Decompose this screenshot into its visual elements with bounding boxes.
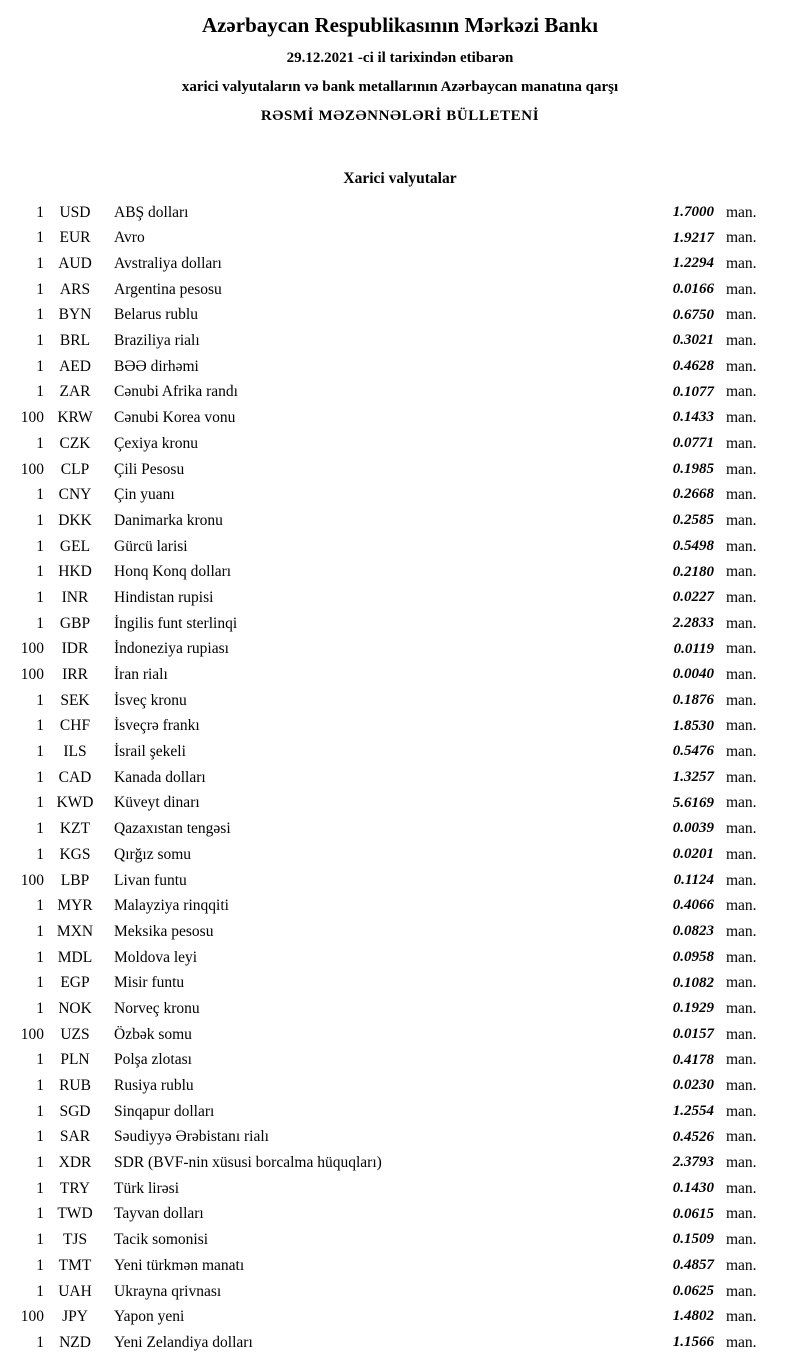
currency-quantity: 100 xyxy=(20,409,44,427)
currency-rate: 0.0040 xyxy=(672,666,714,683)
currency-table xyxy=(0,200,800,1355)
table-row xyxy=(0,1124,772,1150)
currency-name: Honq Konq dolları xyxy=(114,563,232,581)
currency-quantity: 1 xyxy=(36,845,44,863)
currency-name: Danimarka kronu xyxy=(114,511,223,529)
currency-quantity: 1 xyxy=(36,383,44,401)
currency-code: XDR xyxy=(58,1154,92,1172)
currency-name: Özbək somu xyxy=(114,1025,192,1043)
currency-unit: man. xyxy=(726,948,757,966)
currency-name: BƏƏ dirhəmi xyxy=(114,357,199,375)
currency-rate: 2.2833 xyxy=(672,614,714,631)
currency-rate: 1.9217 xyxy=(672,229,714,246)
currency-unit: man. xyxy=(726,614,757,632)
currency-code: ZAR xyxy=(59,383,91,401)
currency-name: İndoneziya rupiası xyxy=(114,640,229,658)
table-row xyxy=(0,1330,772,1355)
currency-unit: man. xyxy=(726,1231,757,1249)
currency-name: Livan funtu xyxy=(114,871,187,889)
currency-unit: man. xyxy=(726,820,757,838)
currency-code: RUB xyxy=(59,1077,91,1095)
currency-unit: man. xyxy=(726,691,757,709)
currency-quantity: 1 xyxy=(36,897,44,915)
currency-code: KGS xyxy=(59,845,91,863)
currency-code: SEK xyxy=(60,691,90,709)
currency-rate: 0.1077 xyxy=(672,383,714,400)
currency-rate: 5.6169 xyxy=(672,794,714,811)
currency-name: Polşa zlotası xyxy=(114,1051,192,1069)
table-row xyxy=(0,328,772,354)
currency-quantity: 1 xyxy=(36,588,44,606)
currency-unit: man. xyxy=(726,1282,757,1300)
currency-quantity: 1 xyxy=(36,717,44,735)
currency-quantity: 1 xyxy=(36,1077,44,1095)
currency-quantity: 1 xyxy=(36,999,44,1017)
table-row xyxy=(0,559,772,585)
currency-rate: 0.0157 xyxy=(672,1025,714,1042)
currency-rate: 0.0039 xyxy=(672,820,714,837)
currency-unit: man. xyxy=(726,768,757,786)
currency-rate: 0.0119 xyxy=(673,640,714,657)
currency-quantity: 1 xyxy=(36,1051,44,1069)
currency-rate: 0.0166 xyxy=(672,280,714,297)
currency-name: İsrail şekeli xyxy=(114,743,186,761)
currency-unit: man. xyxy=(726,1102,757,1120)
currency-name: Norveç kronu xyxy=(114,999,200,1017)
currency-rate: 0.0771 xyxy=(672,435,714,452)
currency-name: İsveç kronu xyxy=(114,691,187,709)
currency-unit: man. xyxy=(726,409,757,427)
currency-quantity: 100 xyxy=(20,1308,44,1326)
table-row xyxy=(0,1201,772,1227)
currency-name: Küveyt dinarı xyxy=(114,794,200,812)
currency-quantity: 1 xyxy=(36,768,44,786)
currency-name: Meksika pesosu xyxy=(114,922,214,940)
currency-unit: man. xyxy=(726,1179,757,1197)
currency-rate: 0.0230 xyxy=(672,1077,714,1094)
table-row xyxy=(0,225,772,251)
table-row xyxy=(0,1073,772,1099)
currency-code: KWD xyxy=(56,794,94,812)
currency-quantity: 1 xyxy=(36,1102,44,1120)
currency-quantity: 1 xyxy=(36,1128,44,1146)
currency-quantity: 1 xyxy=(36,486,44,504)
currency-rate: 0.1929 xyxy=(672,1000,714,1017)
currency-code: UAH xyxy=(58,1282,92,1300)
section-title-foreign-currencies: Xarici valyutalar xyxy=(343,169,457,187)
currency-rate: 0.1430 xyxy=(672,1180,714,1197)
currency-name: Gürcü larisi xyxy=(114,537,188,555)
currency-quantity: 1 xyxy=(36,820,44,838)
table-row xyxy=(0,585,772,611)
currency-name: Avstraliya dolları xyxy=(114,255,222,273)
table-row xyxy=(0,1047,772,1073)
currency-unit: man. xyxy=(726,1205,757,1223)
table-row xyxy=(0,1253,772,1279)
currency-unit: man. xyxy=(726,922,757,940)
currency-rate: 0.0823 xyxy=(672,923,714,940)
currency-quantity: 100 xyxy=(20,666,44,684)
currency-code: HKD xyxy=(58,563,92,581)
currency-code: GBP xyxy=(59,614,91,632)
currency-code: KZT xyxy=(59,820,91,838)
currency-quantity: 100 xyxy=(20,1025,44,1043)
currency-quantity: 1 xyxy=(36,1256,44,1274)
currency-rate: 0.2585 xyxy=(672,512,714,529)
currency-quantity: 1 xyxy=(36,563,44,581)
currency-unit: man. xyxy=(726,511,757,529)
currency-quantity: 1 xyxy=(36,922,44,940)
currency-unit: man. xyxy=(726,871,757,889)
currency-quantity: 1 xyxy=(36,1154,44,1172)
table-row xyxy=(0,919,772,945)
currency-unit: man. xyxy=(726,460,757,478)
currency-rate: 1.2294 xyxy=(672,255,714,272)
table-row xyxy=(0,611,772,637)
currency-code: IDR xyxy=(61,640,89,658)
currency-name: Avro xyxy=(114,229,145,247)
currency-code: TWD xyxy=(57,1205,93,1223)
currency-code: MYR xyxy=(57,897,93,915)
currency-unit: man. xyxy=(726,280,757,298)
currency-name: İran rialı xyxy=(114,666,168,684)
table-row xyxy=(0,893,772,919)
currency-unit: man. xyxy=(726,1128,757,1146)
table-row xyxy=(0,713,772,739)
currency-name: Sinqapur dolları xyxy=(114,1102,215,1120)
currency-code: IRR xyxy=(62,666,88,684)
table-row xyxy=(0,1022,772,1048)
currency-name: Çili Pesosu xyxy=(114,460,185,478)
table-row xyxy=(0,482,772,508)
currency-unit: man. xyxy=(726,306,757,324)
currency-unit: man. xyxy=(726,1256,757,1274)
currency-name: Yapon yeni xyxy=(114,1308,185,1326)
currency-quantity: 1 xyxy=(36,229,44,247)
currency-unit: man. xyxy=(726,563,757,581)
currency-rate: 1.7000 xyxy=(672,203,714,220)
currency-unit: man. xyxy=(726,588,757,606)
currency-name: Tacik somonisi xyxy=(114,1231,209,1249)
table-row xyxy=(0,379,772,405)
currency-name: Moldova leyi xyxy=(114,948,198,966)
currency-code: AED xyxy=(59,357,91,375)
currency-name: ABŞ dolları xyxy=(114,203,189,221)
currency-code: MDL xyxy=(57,948,93,966)
currency-quantity: 1 xyxy=(36,306,44,324)
table-row xyxy=(0,354,772,380)
currency-unit: man. xyxy=(726,1154,757,1172)
currency-rate: 0.0615 xyxy=(672,1205,714,1222)
currency-rate: 0.0958 xyxy=(672,948,714,965)
currency-name: Qazaxıstan tengəsi xyxy=(114,820,231,838)
bulletin-title: RƏSMİ MƏZƏNNƏLƏRİ BÜLLETENİ xyxy=(260,107,540,124)
table-row xyxy=(0,533,772,559)
currency-code: SAR xyxy=(59,1128,91,1146)
currency-name: Hindistan rupisi xyxy=(114,588,214,606)
currency-unit: man. xyxy=(726,666,757,684)
table-row xyxy=(0,251,772,277)
currency-unit: man. xyxy=(726,743,757,761)
currency-code: PLN xyxy=(60,1051,90,1069)
currency-unit: man. xyxy=(726,383,757,401)
currency-code: LBP xyxy=(60,871,90,889)
currency-unit: man. xyxy=(726,537,757,555)
currency-unit: man. xyxy=(726,794,757,812)
currency-code: BRL xyxy=(59,332,91,350)
currency-quantity: 100 xyxy=(20,871,44,889)
currency-quantity: 1 xyxy=(36,1282,44,1300)
currency-name: Ukrayna qrivnası xyxy=(114,1282,222,1300)
currency-rate: 0.0625 xyxy=(672,1282,714,1299)
currency-quantity: 1 xyxy=(36,434,44,452)
currency-code: GEL xyxy=(59,537,91,555)
table-row xyxy=(0,739,772,765)
currency-quantity: 1 xyxy=(36,1333,44,1351)
currency-quantity: 100 xyxy=(20,640,44,658)
currency-code: ILS xyxy=(63,743,87,761)
table-row xyxy=(0,662,772,688)
currency-unit: man. xyxy=(726,974,757,992)
currency-name: Misir funtu xyxy=(114,974,185,992)
currency-unit: man. xyxy=(726,1333,757,1351)
currency-rate: 0.1433 xyxy=(672,409,714,426)
currency-rate: 0.3021 xyxy=(672,332,714,349)
currency-name: Cənubi Afrika randı xyxy=(114,383,238,401)
currency-code: EUR xyxy=(59,229,91,247)
currency-rate: 0.1985 xyxy=(672,460,714,477)
currency-unit: man. xyxy=(726,434,757,452)
currency-code: TRY xyxy=(59,1179,91,1197)
table-row xyxy=(0,790,772,816)
currency-quantity: 1 xyxy=(36,948,44,966)
currency-unit: man. xyxy=(726,1025,757,1043)
currency-name: Çin yuanı xyxy=(114,486,175,504)
currency-code: JPY xyxy=(62,1308,88,1326)
table-row xyxy=(0,765,772,791)
currency-code: ARS xyxy=(59,280,91,298)
currency-rate: 0.5476 xyxy=(672,743,714,760)
currency-name: Yeni Zelandiya dolları xyxy=(114,1333,253,1351)
table-row xyxy=(0,1227,772,1253)
table-row xyxy=(0,1304,772,1330)
table-row xyxy=(0,1278,772,1304)
table-row xyxy=(0,970,772,996)
currency-rate: 0.4526 xyxy=(672,1128,714,1145)
currency-code: NOK xyxy=(58,999,92,1017)
table-row xyxy=(0,636,772,662)
currency-code: UZS xyxy=(60,1025,90,1043)
currency-rate: 1.8530 xyxy=(672,717,714,734)
currency-quantity: 1 xyxy=(36,511,44,529)
currency-name: Türk lirəsi xyxy=(114,1179,179,1197)
currency-unit: man. xyxy=(726,717,757,735)
table-row xyxy=(0,456,772,482)
currency-unit: man. xyxy=(726,845,757,863)
currency-quantity: 1 xyxy=(36,357,44,375)
currency-quantity: 1 xyxy=(36,332,44,350)
currency-code: CHF xyxy=(59,717,91,735)
currency-unit: man. xyxy=(726,229,757,247)
currency-rate: 0.6750 xyxy=(672,306,714,323)
currency-code: USD xyxy=(59,203,91,221)
currency-rate: 0.2180 xyxy=(672,563,714,580)
currency-code: INR xyxy=(61,588,89,606)
currency-rate: 1.1566 xyxy=(672,1334,714,1351)
currency-quantity: 1 xyxy=(36,280,44,298)
currency-code: CNY xyxy=(58,486,92,504)
table-row xyxy=(0,1099,772,1125)
table-row xyxy=(0,302,772,328)
currency-rate: 0.4178 xyxy=(672,1051,714,1068)
currency-code: TJS xyxy=(62,1231,88,1249)
currency-name: Argentina pesosu xyxy=(114,280,222,298)
currency-rate: 0.1082 xyxy=(672,974,714,991)
currency-code: EGP xyxy=(60,974,90,992)
currency-name: SDR (BVF-nin xüsusi borcalma hüquqları) xyxy=(114,1154,382,1172)
subject-line: xarici valyutaların və bank metallarının Azərbaycan manatına qarşı xyxy=(181,79,619,96)
currency-unit: man. xyxy=(726,203,757,221)
currency-name: Çexiya kronu xyxy=(114,434,198,452)
table-row xyxy=(0,816,772,842)
currency-name: Tayvan dolları xyxy=(114,1205,204,1223)
currency-name: Cənubi Korea vonu xyxy=(114,409,236,427)
table-row xyxy=(0,431,772,457)
currency-unit: man. xyxy=(726,255,757,273)
currency-code: CZK xyxy=(59,434,91,452)
currency-rate: 0.1876 xyxy=(672,691,714,708)
currency-quantity: 1 xyxy=(36,614,44,632)
bank-title: Azərbaycan Respublikasının Mərkəzi Bankı xyxy=(201,13,599,37)
currency-unit: man. xyxy=(726,486,757,504)
currency-rate: 0.1124 xyxy=(673,871,714,888)
currency-code: AUD xyxy=(58,255,92,273)
currency-code: MXN xyxy=(56,922,94,940)
currency-rate: 1.3257 xyxy=(672,769,714,786)
currency-quantity: 1 xyxy=(36,691,44,709)
currency-rate: 0.2668 xyxy=(672,486,714,503)
currency-code: CLP xyxy=(60,460,90,478)
currency-code: SGD xyxy=(59,1102,91,1120)
currency-rate: 1.4802 xyxy=(672,1308,714,1325)
currency-quantity: 1 xyxy=(36,537,44,555)
table-row xyxy=(0,1150,772,1176)
currency-unit: man. xyxy=(726,1308,757,1326)
currency-quantity: 1 xyxy=(36,203,44,221)
currency-name: Braziliya rialı xyxy=(114,332,200,350)
currency-code: TMT xyxy=(58,1256,92,1274)
currency-code: BYN xyxy=(58,306,92,324)
currency-rate: 0.4628 xyxy=(672,358,714,375)
currency-name: İsveçrə frankı xyxy=(114,717,200,735)
currency-name: Malayziya rinqqiti xyxy=(114,897,229,915)
table-row xyxy=(0,1176,772,1202)
currency-unit: man. xyxy=(726,897,757,915)
currency-rate: 2.3793 xyxy=(672,1154,714,1171)
currency-name: Yeni türkmən manatı xyxy=(114,1256,245,1274)
currency-name: Qırğız somu xyxy=(114,845,192,863)
table-row xyxy=(0,944,772,970)
currency-quantity: 1 xyxy=(36,1205,44,1223)
currency-name: Belarus rublu xyxy=(114,306,198,324)
currency-quantity: 1 xyxy=(36,794,44,812)
currency-name: Rusiya rublu xyxy=(114,1077,194,1095)
currency-rate: 0.0227 xyxy=(672,589,714,606)
currency-name: Səudiyyə Ərəbistanı rialı xyxy=(114,1128,269,1146)
currency-rate: 0.4066 xyxy=(672,897,714,914)
effective-date-line: 29.12.2021 -ci il tarixindən etibarən xyxy=(286,50,514,67)
currency-quantity: 1 xyxy=(36,255,44,273)
currency-code: CAD xyxy=(58,768,92,786)
currency-unit: man. xyxy=(726,357,757,375)
currency-name: Kanada dolları xyxy=(114,768,206,786)
currency-code: DKK xyxy=(58,511,92,529)
currency-quantity: 100 xyxy=(20,460,44,478)
currency-quantity: 1 xyxy=(36,1179,44,1197)
currency-rate: 1.2554 xyxy=(672,1102,714,1119)
table-row xyxy=(0,688,772,714)
currency-quantity: 1 xyxy=(36,1231,44,1249)
table-row xyxy=(0,405,772,431)
table-row xyxy=(0,996,772,1022)
currency-rate: 0.4857 xyxy=(672,1257,714,1274)
currency-unit: man. xyxy=(726,999,757,1017)
currency-rate: 0.5498 xyxy=(672,537,714,554)
table-row xyxy=(0,867,772,893)
currency-rate: 0.0201 xyxy=(672,846,714,863)
table-row xyxy=(0,842,772,868)
currency-name: İngilis funt sterlinqi xyxy=(114,614,238,632)
currency-unit: man. xyxy=(726,640,757,658)
document-header xyxy=(0,0,800,126)
currency-unit: man. xyxy=(726,1051,757,1069)
currency-rate: 0.1509 xyxy=(672,1231,714,1248)
currency-code: KRW xyxy=(57,409,93,427)
currency-unit: man. xyxy=(726,332,757,350)
table-row xyxy=(0,508,772,534)
table-row xyxy=(0,277,772,303)
table-row xyxy=(0,200,772,226)
currency-code: NZD xyxy=(59,1333,91,1351)
currency-unit: man. xyxy=(726,1077,757,1095)
currency-quantity: 1 xyxy=(36,974,44,992)
currency-quantity: 1 xyxy=(36,743,44,761)
